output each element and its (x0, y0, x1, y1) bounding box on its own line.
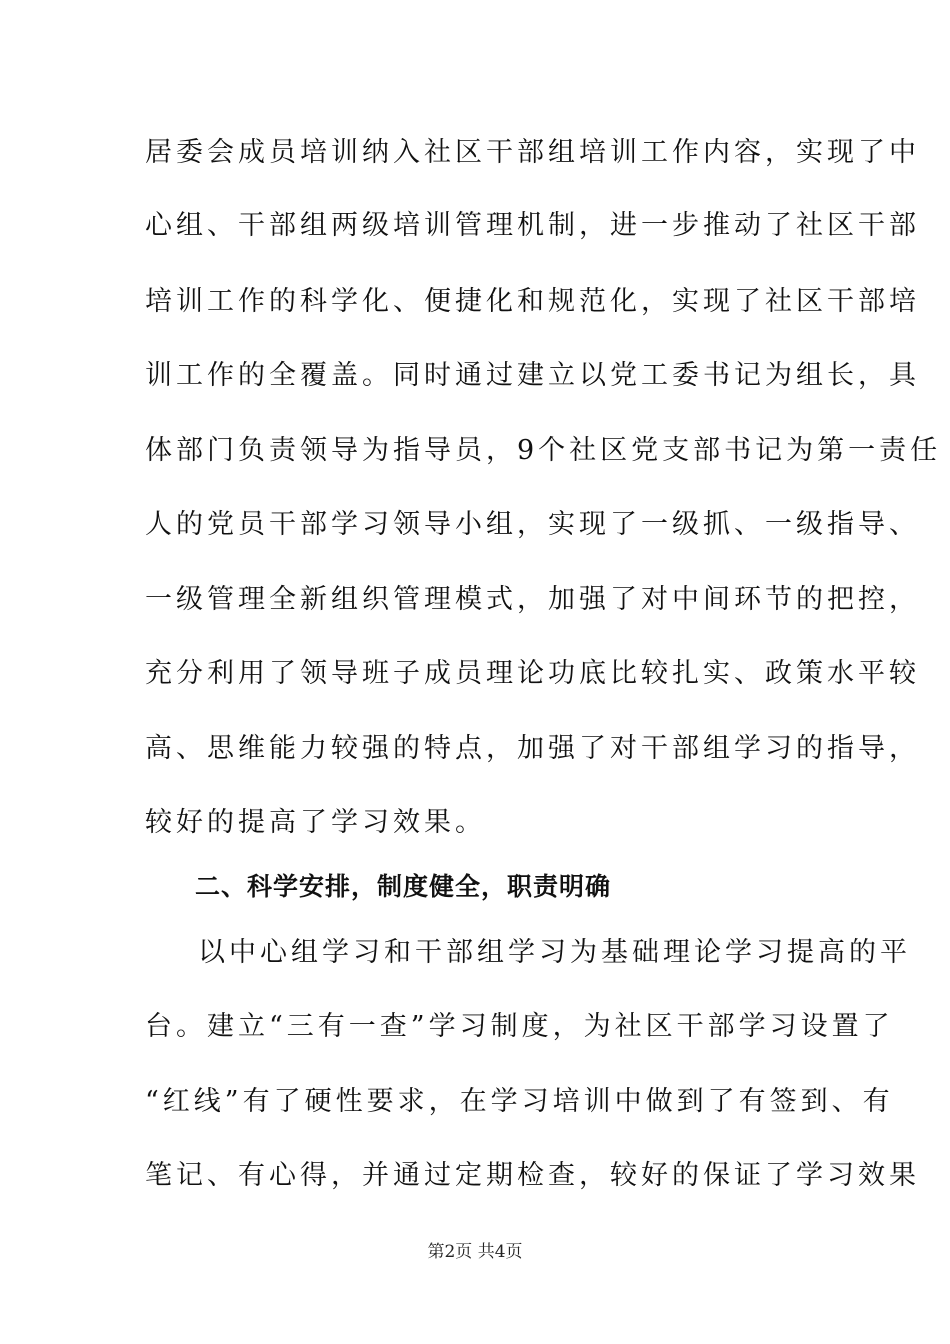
text-line: 笔记、有心得，并通过定期检查，较好的保证了学习效果 (145, 1160, 920, 1191)
text-line: 充分利用了领导班子成员理论功底比较扎实、政策水平较 (145, 658, 920, 689)
text-line: 较好的提高了学习效果。 (145, 807, 486, 838)
text-line: 心组、干部组两级培训管理机制，进一步推动了社区干部 (145, 210, 920, 241)
text-line: 人的党员干部学习领导小组，实现了一级抓、一级指导、 (145, 509, 920, 540)
text-line: 一级管理全新组织管理模式，加强了对中间环节的把控， (145, 584, 920, 615)
text-line: “红线”有了硬性要求，在学习培训中做到了有签到、有 (145, 1086, 894, 1117)
text-line: 高、思维能力较强的特点，加强了对干部组学习的指导， (145, 733, 920, 764)
text-line: 台。建立“三有一查”学习制度，为社区干部学习设置了 (145, 1011, 894, 1042)
text-line: 以中心组学习和干部组学习为基础理论学习提高的平 (198, 937, 911, 968)
page-footer: 第2页 共4页 (427, 1242, 523, 1262)
section-heading: 二、科学安排，制度健全，职责明确 (195, 872, 612, 901)
text-line: 居委会成员培训纳入社区干部组培训工作内容，实现了中 (145, 137, 920, 168)
text-line: 培训工作的科学化、便捷化和规范化，实现了社区干部培 (145, 286, 920, 317)
text-line: 体部门负责领导为指导员，9个社区党支部书记为第一责任 (145, 435, 942, 466)
text-line: 训工作的全覆盖。同时通过建立以党工委书记为组长，具 (145, 360, 920, 391)
